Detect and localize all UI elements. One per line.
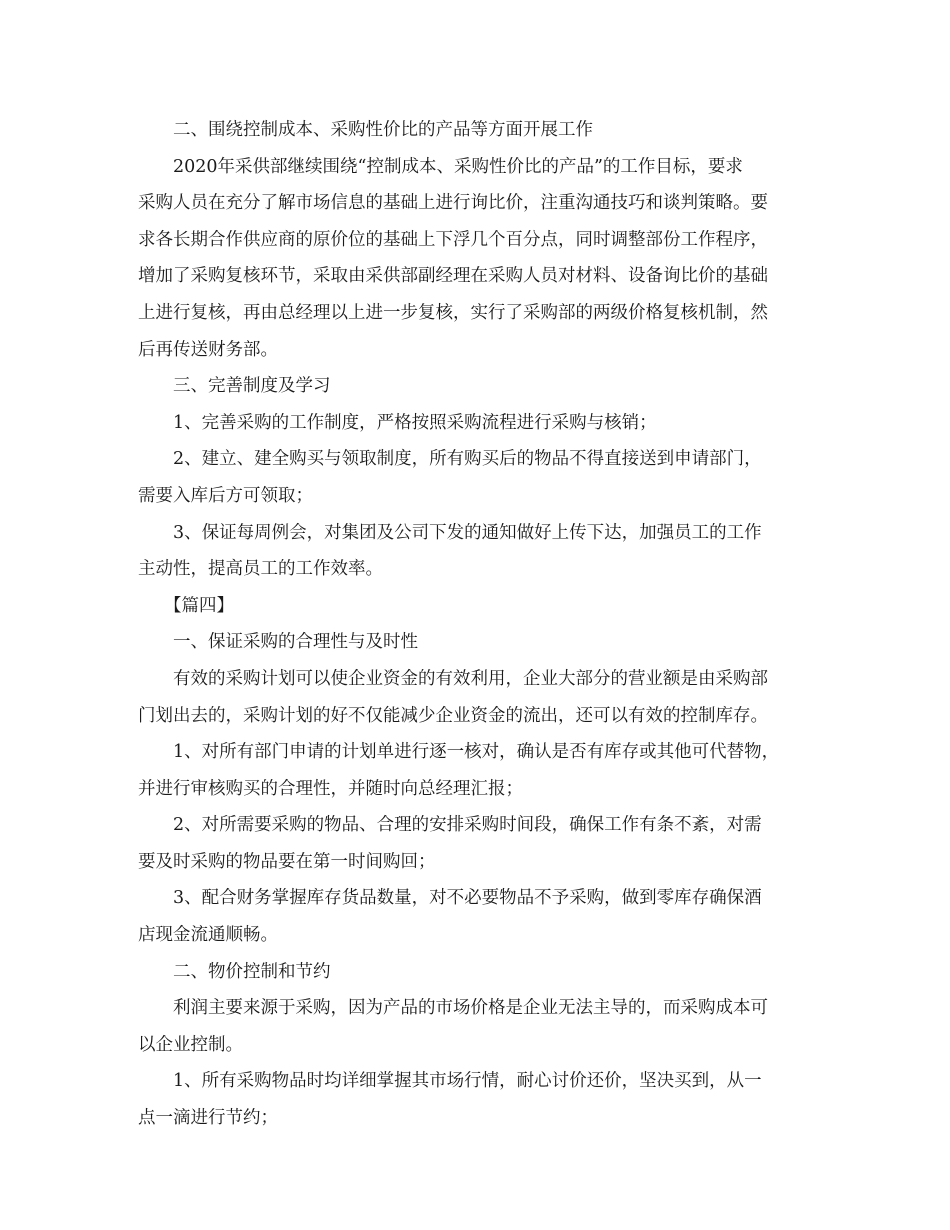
- text-line: 2020年采供部继续围绕“控制成本、采购性价比的产品”的工作目标，要求: [173, 156, 743, 177]
- text-line: 1、对所有部门申请的计划单进行逐一核对，确认是否有库存或其他可代替物，: [173, 742, 780, 763]
- text-line: 3、配合财务掌握库存货品数量，对不必要物品不予采购，做到零库存确保酒: [173, 888, 762, 909]
- text-line: 1、所有采购物品时均详细掌握其市场行情，耐心讨价还价，坚决买到，从一: [173, 1071, 762, 1092]
- text-line: 要及时采购的物品要在第一时间购回；: [138, 851, 436, 872]
- text-line: 二、围绕控制成本、采购性价比的产品等方面开展工作: [173, 120, 593, 140]
- text-line: 店现金流通顺畅。: [138, 925, 278, 946]
- text-line: 一、保证采购的合理性与及时性: [173, 632, 418, 653]
- text-line: 三、完善制度及学习: [173, 376, 331, 397]
- text-line: 并进行审核购买的合理性，并随时向总经理汇报；: [138, 778, 523, 799]
- text-line: 2、建立、建全购买与领取制度，所有购买后的物品不得直接送到申请部门，: [173, 449, 762, 470]
- text-line: 上进行复核，再由总经理以上进一步复核，实行了采购部的两级价格复核机制，然: [138, 302, 768, 323]
- text-line: 3、保证每周例会，对集团及公司下发的通知做好上传下达，加强员工的工作: [173, 522, 762, 543]
- text-line: 门划出去的，采购计划的好不仅能减少企业资金的流出，还可以有效的控制库存。: [138, 705, 768, 726]
- text-line: 【篇四】: [164, 595, 234, 616]
- text-line: 点一滴进行节约；: [138, 1108, 278, 1129]
- text-line: 求各长期合作供应商的原价位的基础上下浮几个百分点，同时调整部份工作程序，: [138, 229, 768, 250]
- text-line: 以企业控制。: [138, 1034, 243, 1055]
- text-line: 后再传送财务部。: [138, 339, 278, 360]
- text-line: 2、对所需要采购的物品、合理的安排采购时间段，确保工作有条不紊，对需: [173, 815, 762, 836]
- text-line: 利润主要来源于采购，因为产品的市场价格是企业无法主导的，而采购成本可: [173, 998, 768, 1019]
- text-line: 1、完善采购的工作制度，严格按照采购流程进行采购与核销；: [173, 412, 657, 433]
- text-line: 增加了采购复核环节，采取由采供部副经理在采购人员对材料、设备询比价的基础: [138, 266, 768, 287]
- text-line: 二、物价控制和节约: [173, 961, 331, 982]
- text-line: 需要入库后方可领取；: [138, 485, 313, 506]
- text-line: 采购人员在充分了解市场信息的基础上进行询比价，注重沟通技巧和谈判策略。要: [138, 193, 768, 214]
- text-line: 主动性，提高员工的工作效率。: [138, 559, 383, 580]
- document-page: [138, 112, 814, 1137]
- text-line: 有效的采购计划可以使企业资金的有效利用，企业大部分的营业额是由采购部: [173, 668, 768, 689]
